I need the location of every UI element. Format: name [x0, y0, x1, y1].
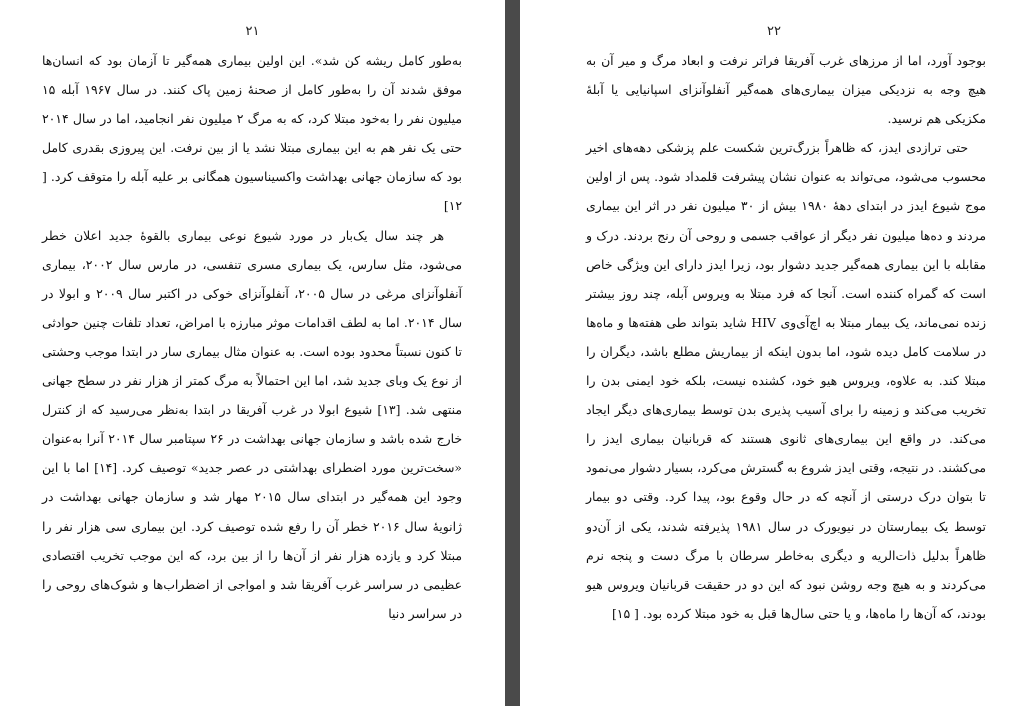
page-number: ۲۲ — [767, 24, 781, 39]
page-text — [42, 46, 462, 628]
paragraph: به‌طور کامل ریشه کن شد». این اولین بیماری همه‌گیر تا آزمان بود که انسان‌ها موفق شدند آن را به‌طور کامل از صحنهٔ زمین پاک کنند. در سال ۱۹۶۷ آبله ۱۵ میلیون نفر را به‌خود مبتلا کرد، که به مرگ ۲ میلیون نفر انجامید، اما در سال ۲۰۱۴ حتی یک نفر هم به این بیماری مبتلا نشد یا از بین نرفت. این پیروزی بقدری کامل بود که سازمان جهانی بهداشت واکسیناسیون همگانی بر علیه آبله را متوقف کرد. [ ۱۲] — [42, 53, 463, 214]
paragraph: بوجود آورد، اما از مرزهای غرب آفریقا فراتر نرفت و ابعاد مرگ و میر آن به هیچ وجه به نزدیکی میزان بیماری‌های همه‌گیر آنفلوآنزای اسپانیایی یا آبلهٔ مکزیکی هم نرسید. — [586, 53, 986, 127]
page-text — [586, 46, 986, 628]
paragraph: هر چند سال یک‌بار در مورد شیوع نوعی بیماری بالقوهٔ جدید اعلان خطر می‌شود، مثل سارس، یک بیماری مسری تنفسی، در مارس سال ۲۰۰۲، بیماری آنفلوآنزای مرغی در سال ۲۰۰۵، آنفلوآنزای خوکی در اکتبر سال ۲۰۰۹ و ابولا در سال ۲۰۱۴. اما به لطف اقدامات موثر مبارزه با امراض، تعداد تلفات چنین حوادثی تا کنون نسبتاً محدود بوده است. به عنوان مثال بیماری سار در ابتدا موجب وحشتی از نوع یک وبای جدید شد، اما این احتمالاً به مرگ کمتر از هزار نفر در سطح جهانی منتهی شد. [۱۳] شیوع ابولا در غرب آفریقا در ابتدا به‌نظر می‌رسید که از کنترل خارج شده باشد و سازمان جهانی بهداشت در ۲۶ سپتامبر سال ۲۰۱۴ آنرا به‌عنوان «سخت‌ترین مورد اضطرای بهداشتی در عصر جدید» توصیف کرد. [۱۴] اما با این وجود این همه‌گیر در ابتدای سال ۲۰۱۵ مهار شد و سازمان جهانی بهداشت در ژانویهٔ سال ۲۰۱۶ خطر آن را رفع شده توصیف کرد. این بیماری سی هزار نفر را مبتلا کرد و یازده هزار نفر از آن‌ها را از بین برد، که این موجب تخریب اقتصادی عظیمی در سراسر غرب آفریقا شد و امواجی از اضطراب‌ها و شوک‌های روحی را در سراسر دنیا — [42, 227, 463, 621]
page-21 — [0, 0, 505, 706]
page-gutter — [505, 0, 520, 706]
page-22 — [520, 0, 1028, 706]
paragraph: حتی ترازدی ایدز، که ظاهراً بزرگ‌ترین شکست علم پزشکی دهه‌های اخیر محسوب می‌شود، می‌تواند به عنوان نشان پیشرفت قلمداد شود. پس از اولین موج شیوع ایدز در ابتدای دههٔ ۱۹۸۰ بیش از ۳۰ میلیون نفر در اثر این بیماری مردند و ده‌ها میلیون نفر دیگر از عواقب جسمی و روحی آن رنج بردند. درک و مقابله با این بیماری همه‌گیر جدید دشوار بود، زیرا ایدز دارای این ویژگی خاص است که گمراه کننده است. آنجا که فرد مبتلا به ویروس آبله، چند روز بیشتر زنده نمی‌ماند، یک بیمار مبتلا به اچ‌آی‌وی HIV شاید بتواند طی هفته‌ها و ماه‌ها در سلامت کامل دیده شود، اما بدون اینکه از بیماریش مطلع باشد، دیگران را مبتلا کند. به علاوه، ویروس هیو خود، کشنده نیست، بلکه خود ایمنی بدن را تخریب می‌کند و زمینه را برای آسیب پذیری بدن توسط بیماری‌های دیگر ایجاد می‌کند. در واقع این بیماری‌های ثانوی هستند که قربانیان بیماری ایدز را می‌کشند. در نتیجه، وقتی ایدز شروع به گسترش می‌کرد، بسیار دشوار می‌نمود تا بتوان درک درستی از آنچه که در حال وقوع بود، پیدا کرد. وقتی دو بیمار توسط یک بیمارستان در نیویورک در سال ۱۹۸۱ پذیرفته شدند، یکی از آن‌دو ظاهراً بدلیل ذات‌الریه و دیگری به‌خاطر سرطان با مرگ دست و پنجه نرم می‌کردند و به هیچ وجه روشن نبود که این دو در حقیقت قربانیان ویروس هیو بودند، که آن‌ها را ماه‌ها، و یا حتی سال‌ها قبل به خود مبتلا کرده بود. [ ۱۵] — [586, 140, 987, 621]
page-number: ۲۱ — [245, 24, 260, 39]
